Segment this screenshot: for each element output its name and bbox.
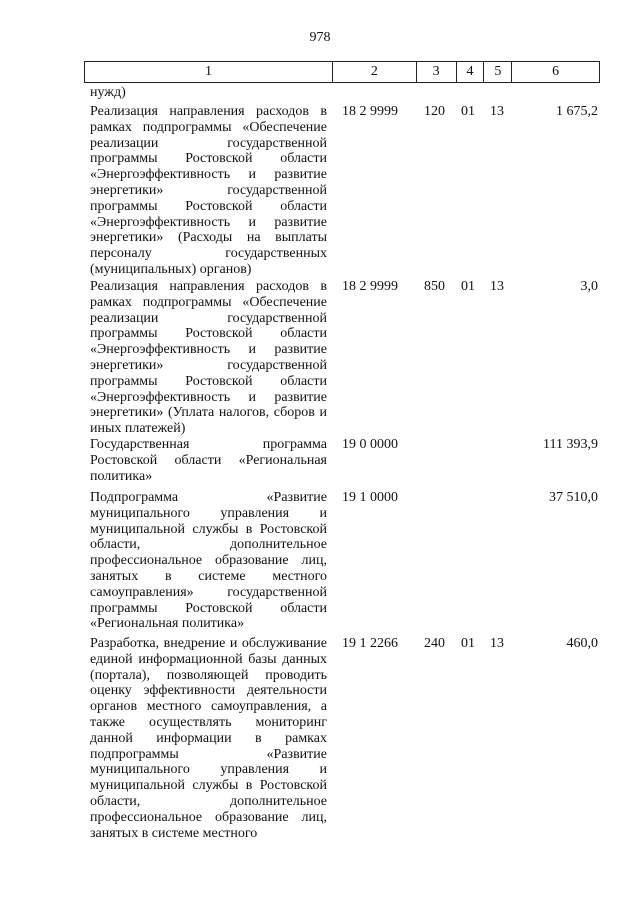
row-description: Реализация направления расходов в рамках подпрограммы «Обеспечение реализации государственной программы Ростовской области «Энергоэффективность и развитие энергетики» государственной программы Ростовской области «Энергоэффективность и развитие энергетики» (Расходы на выплаты персоналу государственных (муниципальных) органов) (90, 104, 327, 277)
header-col-6: 6 (552, 64, 560, 79)
row-section: 01 (461, 636, 475, 651)
row-amount: 37 510,0 (549, 490, 598, 505)
table-header (84, 61, 600, 83)
row-subsection: 13 (490, 636, 504, 651)
row-code: 19 1 2266 (342, 636, 398, 651)
row-description: Подпрограмма «Развитие муниципального управления и муниципальной службы в Ростовской области, дополнительное профессиональное образование лиц, занятых в системе местного самоуправления» государственной программы Ростовской области «Региональная политика» (90, 490, 327, 632)
header-col-3: 3 (417, 62, 457, 82)
row-amount: 460,0 (566, 636, 598, 651)
row-section: 01 (461, 104, 475, 119)
header-col-4: 4 (457, 62, 485, 82)
row-amount: 111 393,9 (543, 437, 598, 452)
header-col-2: 2 (333, 62, 417, 82)
row-amount: 3,0 (580, 279, 598, 294)
row-expense-type: 850 (424, 279, 445, 294)
header-col-1: 1 (85, 62, 333, 82)
row-code: 19 1 0000 (342, 490, 398, 505)
row-description: Разработка, внедрение и обслуживание единой информационной базы данных (портала), позволяющей проводить оценку эффективности деятельности органов местного самоуправления, а также осуществлять мониторинг данной информации в рамках подпрограммы «Развитие муниципального управления и муниципальной службы в Ростовской области, дополнительное профессиональное образование лиц, занятых в системе местного (90, 636, 327, 841)
row-subsection: 13 (490, 279, 504, 294)
continuation-text: нужд) (90, 85, 126, 100)
page-number: 978 (309, 30, 331, 45)
row-code: 18 2 9999 (342, 279, 398, 294)
row-subsection: 13 (490, 104, 504, 119)
header-col-5: 5 (484, 62, 512, 82)
row-section: 01 (461, 279, 475, 294)
row-amount: 1 675,2 (556, 104, 598, 119)
row-description: Реализация направления расходов в рамках подпрограммы «Обеспечение реализации государственной программы Ростовской области «Энергоэффективность и развитие энергетики» государственной программы Ростовской области «Энергоэффективность и развитие энергетики» (Уплата налогов, сборов и иных платежей) (90, 279, 327, 437)
row-expense-type: 240 (424, 636, 445, 651)
row-expense-type: 120 (424, 104, 445, 119)
row-code: 18 2 9999 (342, 104, 398, 119)
row-code: 19 0 0000 (342, 437, 398, 452)
row-description: Государственная программа Ростовской области «Региональная политика» (90, 437, 327, 484)
